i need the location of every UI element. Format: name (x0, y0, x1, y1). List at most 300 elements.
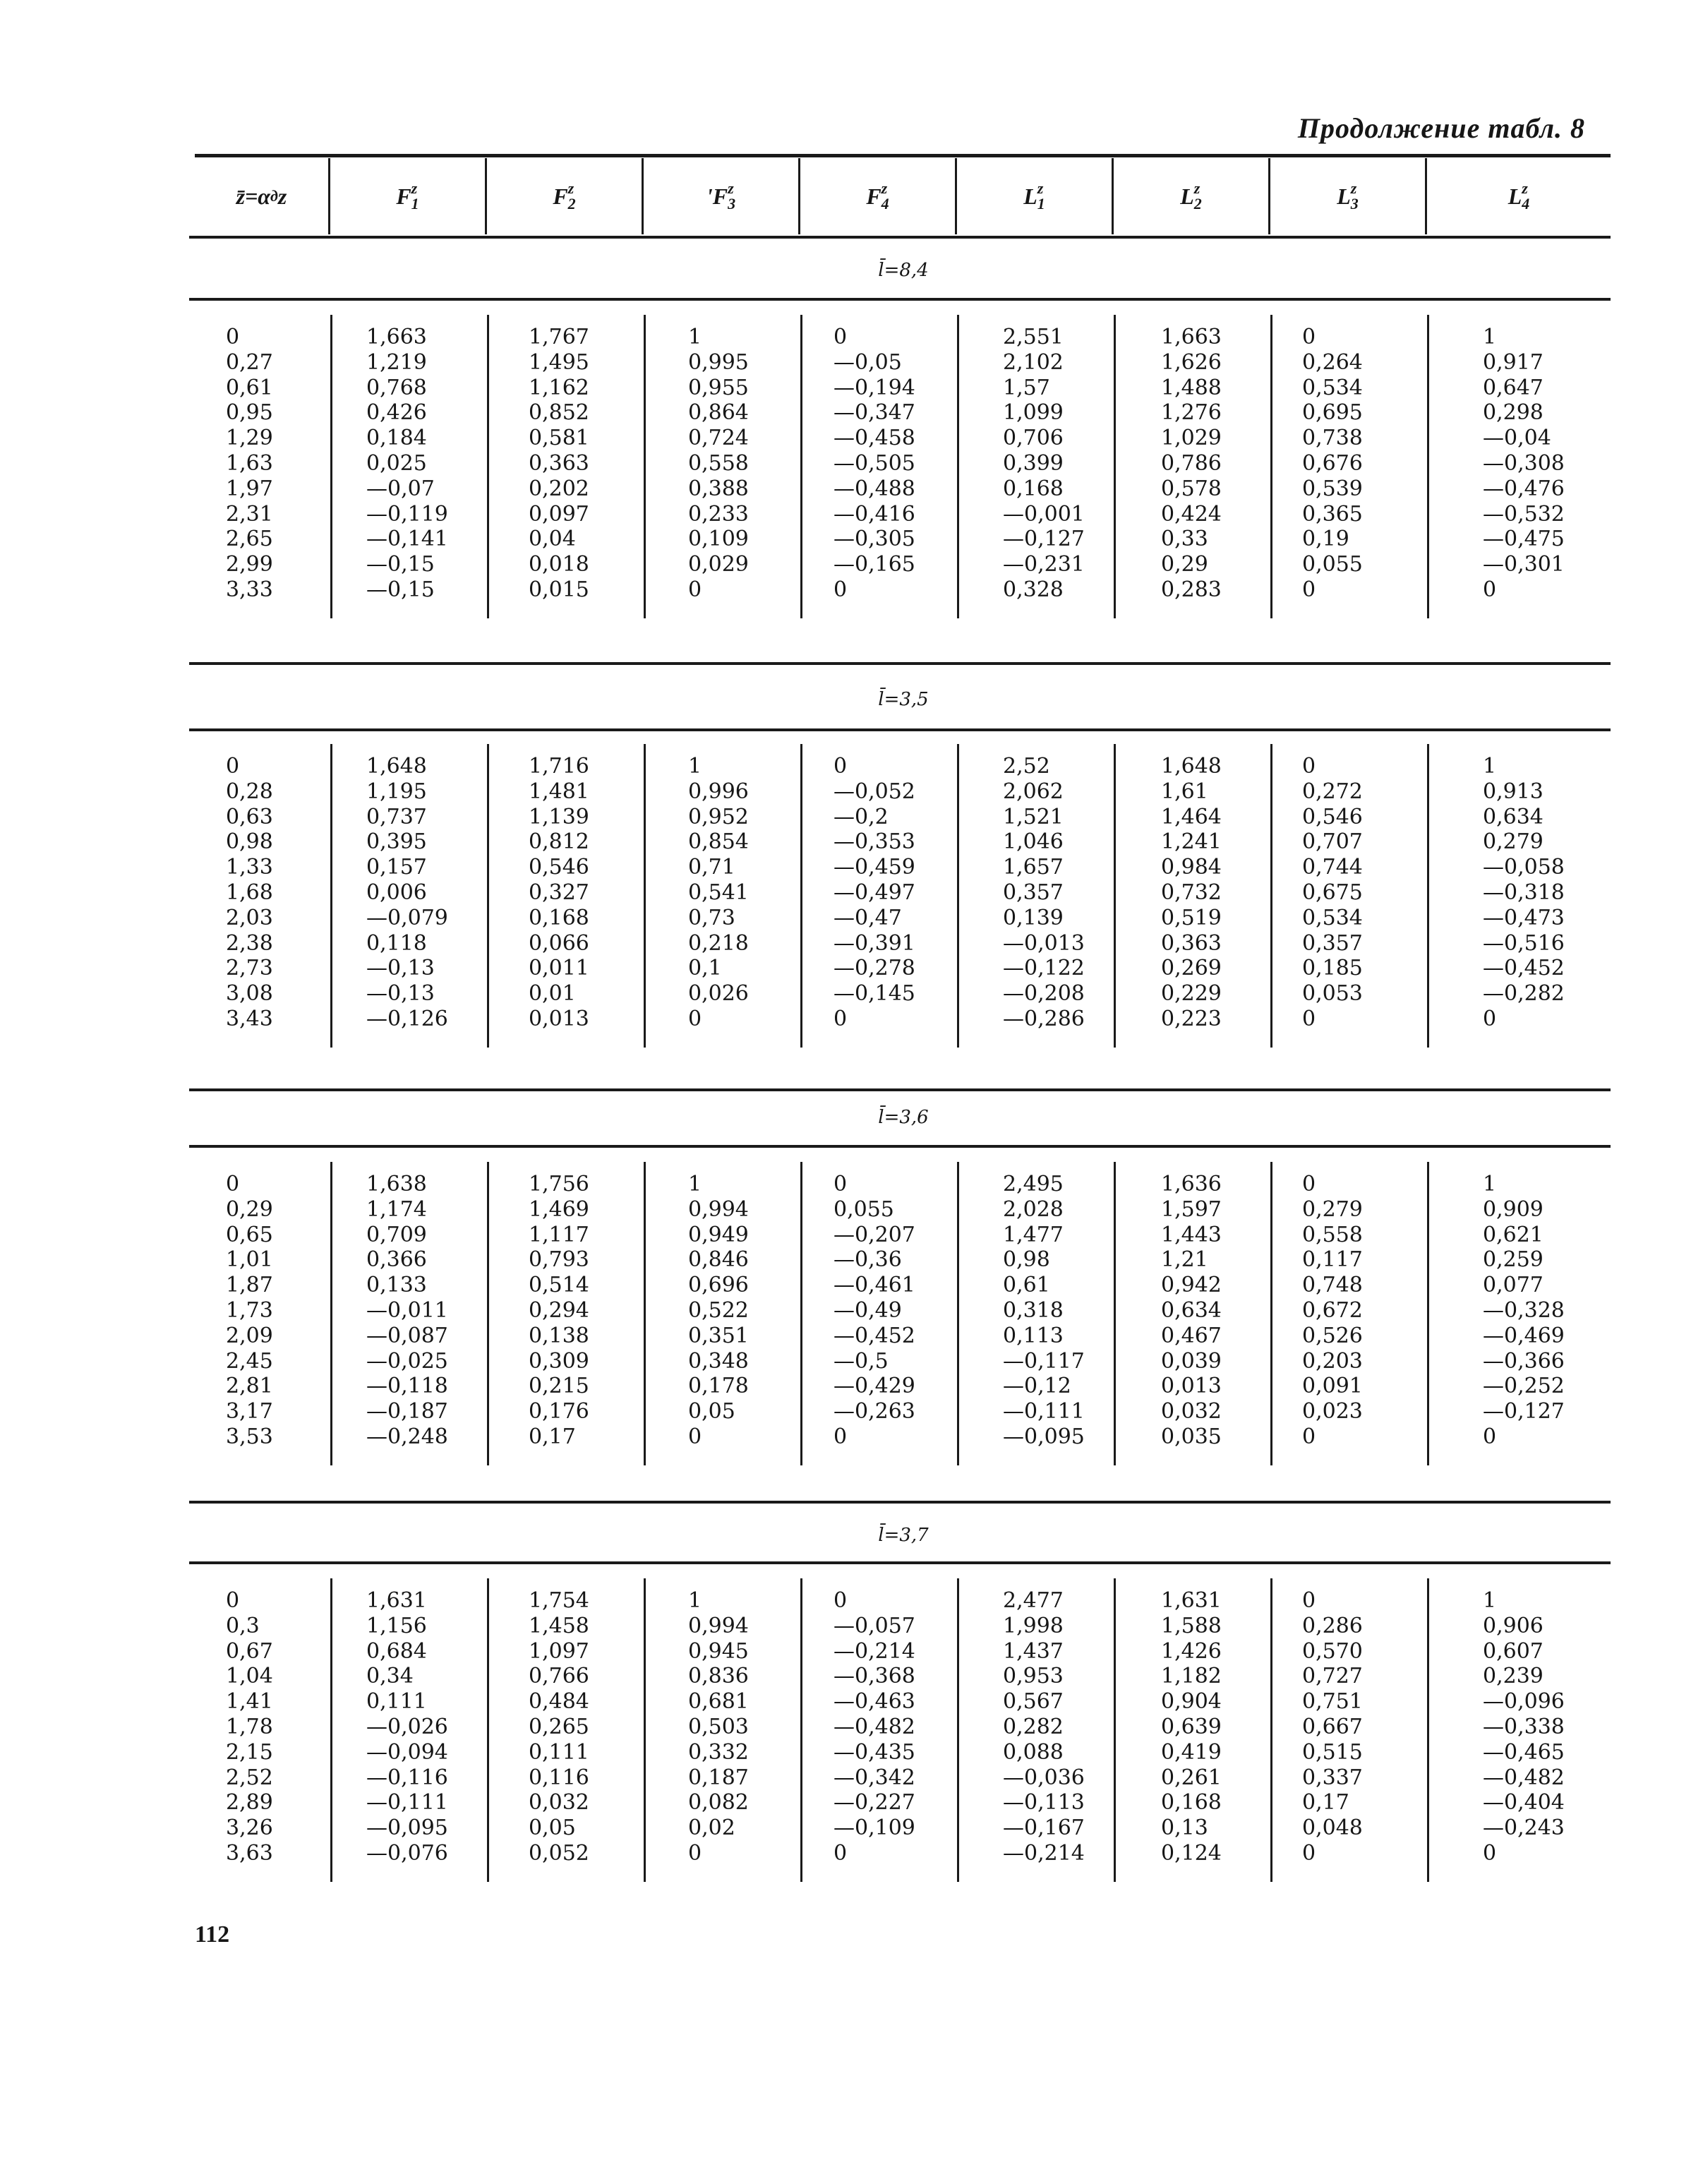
table-cell: 0,994 (688, 1613, 749, 1638)
table-cell: —0,214 (1003, 1840, 1085, 1866)
table-cell: —0,391 (834, 930, 915, 956)
table-cell: 0,707 (1302, 829, 1363, 855)
table-cell: —0,429 (834, 1374, 915, 1399)
table-cell: —0,286 (1003, 1006, 1085, 1031)
table-cell: 1,426 (1161, 1638, 1222, 1664)
table-cell: 2,99 (226, 552, 273, 577)
table-cell: 1 (688, 754, 702, 779)
table-cell: 1,521 (1003, 804, 1064, 829)
column-f3 (644, 1578, 800, 1882)
table-cell: 0,363 (1161, 930, 1222, 956)
table-cell: 0,17 (1302, 1790, 1349, 1816)
column-l1 (957, 1578, 1114, 1882)
column-f4 (800, 1578, 957, 1882)
table-cell: 1,162 (529, 375, 589, 400)
table-cell: —0,463 (834, 1689, 915, 1715)
table-cell: 1,182 (1161, 1664, 1222, 1689)
table-cell: 0,33 (1161, 527, 1208, 552)
table-cell: 0,328 (1003, 577, 1064, 602)
table-cell: 0,239 (1483, 1664, 1543, 1689)
table-cell: —0,252 (1483, 1374, 1565, 1399)
table-cell: 0,634 (1161, 1297, 1222, 1323)
table-cell: —0,473 (1483, 905, 1565, 930)
table-cell: 0,259 (1483, 1247, 1543, 1273)
table-cell: 0,786 (1161, 450, 1222, 476)
table-cell: 0 (688, 1840, 702, 1866)
table-cell: 0,541 (688, 880, 749, 905)
table-cell: 0,215 (529, 1374, 589, 1399)
table-cell: 0,026 (688, 981, 749, 1007)
table-cell: 0,13 (1161, 1816, 1208, 1841)
table-cell: 3,17 (226, 1399, 273, 1424)
table-cell: 0,19 (1302, 527, 1349, 552)
table-cell: —0,2 (834, 804, 889, 829)
table-cell: 0,955 (688, 375, 749, 400)
table-cell: 2,09 (226, 1323, 273, 1348)
table-cell: 0,738 (1302, 426, 1363, 451)
column-l2 (1114, 315, 1270, 618)
table-cell: 0,63 (226, 804, 273, 829)
column-l1 (957, 315, 1114, 618)
table-cell: 0,109 (688, 527, 749, 552)
column-f1 (330, 1578, 487, 1882)
table-cell: 0,351 (688, 1323, 749, 1348)
table-cell: —0,111 (1003, 1399, 1085, 1424)
table-cell: —0,214 (834, 1638, 915, 1664)
table-cell: 0 (834, 325, 848, 349)
table-cell: 0,279 (1302, 1196, 1363, 1222)
table-cell: 0,95 (226, 400, 273, 426)
table-cell: 3,63 (226, 1840, 273, 1866)
table-cell: 0 (688, 1424, 702, 1449)
table-cell: 0,05 (688, 1399, 735, 1424)
table-cell: 1,626 (1161, 349, 1222, 375)
table-cell: 0 (1302, 1588, 1316, 1613)
table-cell: 1,477 (1003, 1222, 1064, 1247)
table-cell: 0 (226, 325, 240, 349)
header-cell-l2: L z 2 (1114, 158, 1270, 234)
section-rule (189, 1501, 1611, 1504)
table-cell: 0,28 (226, 779, 273, 804)
table-cell: —0,141 (366, 527, 448, 552)
table-cell: 0,032 (1161, 1399, 1222, 1424)
table-cell: 2,52 (226, 1765, 273, 1790)
table-cell: 1,631 (366, 1588, 427, 1613)
table-cell: 0,279 (1483, 829, 1543, 855)
table-cell: —0,05 (834, 349, 902, 375)
table-cell: 0,013 (529, 1006, 589, 1031)
table-cell: —0,47 (834, 905, 902, 930)
table-cell: 2,028 (1003, 1196, 1064, 1222)
table-cell: 0,113 (1003, 1323, 1064, 1348)
section-label: l̄=8,4 (878, 260, 929, 281)
page-number: 112 (195, 1921, 230, 1948)
table-cell: 0 (834, 1172, 848, 1196)
header-top-rule (195, 154, 1611, 157)
table-cell: 0,363 (529, 450, 589, 476)
table-cell: 0 (1302, 754, 1316, 779)
table-cell: —0,5 (834, 1348, 889, 1374)
table-cell: —0,087 (366, 1323, 448, 1348)
table-cell: 0,337 (1302, 1765, 1363, 1790)
table-cell: 0 (1483, 1840, 1497, 1866)
table-cell: 0,298 (1483, 400, 1543, 426)
table-cell: —0,118 (366, 1374, 448, 1399)
table-cell: —0,404 (1483, 1790, 1565, 1816)
table-cell: 1,73 (226, 1297, 273, 1323)
table-cell: 0,514 (529, 1273, 589, 1298)
table-cell: —0,13 (366, 981, 435, 1007)
table-cell: 0,732 (1161, 880, 1222, 905)
table-cell: 0 (1302, 1006, 1316, 1031)
table-cell: 0,424 (1161, 501, 1222, 527)
table-cell: —0,482 (834, 1714, 915, 1739)
table-cell: 1,29 (226, 426, 273, 451)
table-cell: —0,497 (834, 880, 915, 905)
table-cell: —0,36 (834, 1247, 902, 1273)
column-f4 (800, 315, 957, 618)
table-cell: 2,81 (226, 1374, 273, 1399)
table-cell: 0,117 (1302, 1247, 1363, 1273)
table-cell: 1,657 (1003, 855, 1064, 880)
table-cell: —0,318 (1483, 880, 1565, 905)
column-f1 (330, 1162, 487, 1465)
table-cell: 1,588 (1161, 1613, 1222, 1638)
column-f2 (487, 315, 644, 618)
table-cell: 0 (1483, 1006, 1497, 1031)
table-cell: —0,15 (366, 577, 435, 602)
table-cell: —0,263 (834, 1399, 915, 1424)
table-cell: 0,995 (688, 349, 749, 375)
section-rule (189, 662, 1611, 665)
table-cell: 2,65 (226, 527, 273, 552)
section-rule (189, 298, 1611, 301)
table-cell: 2,03 (226, 905, 273, 930)
table-cell: 0,34 (366, 1664, 414, 1689)
table-cell: 0,675 (1302, 880, 1363, 905)
column-l2 (1114, 744, 1270, 1048)
table-cell: —0,208 (1003, 981, 1085, 1007)
table-cell: 1,488 (1161, 375, 1222, 400)
table-cell: 1,716 (529, 754, 589, 779)
table-cell: 0 (834, 1424, 848, 1449)
table-cell: 2,15 (226, 1739, 273, 1765)
table-cell: 0,949 (688, 1222, 749, 1247)
table-cell: 0,348 (688, 1348, 749, 1374)
table-cell: 0,184 (366, 426, 427, 451)
table-cell: 0,67 (226, 1638, 273, 1664)
table-cell: 0,519 (1161, 905, 1222, 930)
table-cell: —0,353 (834, 829, 915, 855)
table-cell: 1,33 (226, 855, 273, 880)
table-cell: 1,631 (1161, 1588, 1222, 1613)
table-cell: 0,202 (529, 476, 589, 501)
table-cell: 0,29 (1161, 552, 1208, 577)
table-cell: 0,052 (529, 1840, 589, 1866)
table-cell: 0,724 (688, 426, 749, 451)
header-cell-f3: 'F z 3 (644, 158, 800, 234)
table-cell: 0,906 (1483, 1613, 1543, 1638)
column-f3 (644, 315, 800, 618)
table-cell: 0,727 (1302, 1664, 1363, 1689)
column-l3 (1270, 315, 1427, 618)
table-cell: 0,265 (529, 1714, 589, 1739)
table-cell: 0,111 (366, 1689, 427, 1715)
column-l4 (1427, 744, 1611, 1048)
table-cell: 1,663 (366, 325, 427, 349)
column-f1 (330, 315, 487, 618)
table-cell: 0,534 (1302, 375, 1363, 400)
table-cell: 0 (1302, 577, 1316, 602)
table-cell: 0,558 (688, 450, 749, 476)
table-cell: 0,546 (1302, 804, 1363, 829)
table-cell: 2,102 (1003, 349, 1064, 375)
table-cell: 0,124 (1161, 1840, 1222, 1866)
table-cell: —0,248 (366, 1424, 448, 1449)
table-cell: 0,399 (1003, 450, 1064, 476)
table-cell: —0,342 (834, 1765, 915, 1790)
table-cell: 0 (834, 1006, 848, 1031)
table-cell: 0,053 (1302, 981, 1363, 1007)
table-cell: 0,011 (529, 956, 589, 981)
table-cell: —0,459 (834, 855, 915, 880)
table-cell: —0,227 (834, 1790, 915, 1816)
table-cell: 3,33 (226, 577, 273, 602)
column-z (226, 1162, 330, 1465)
table-cell: 0,996 (688, 779, 749, 804)
table-cell: 0 (834, 1840, 848, 1866)
table-cell: 0,318 (1003, 1297, 1064, 1323)
table-cell: 0,98 (226, 829, 273, 855)
table-cell: 1,139 (529, 804, 589, 829)
table-cell: 0 (834, 577, 848, 602)
table-cell: 0,029 (688, 552, 749, 577)
table-cell: 0,269 (1161, 956, 1222, 981)
table-cell: 3,08 (226, 981, 273, 1007)
table-cell: 0,748 (1302, 1273, 1363, 1298)
table-cell: 0 (688, 577, 702, 602)
table-cell: 0,578 (1161, 476, 1222, 501)
table-cell: —0,15 (366, 552, 435, 577)
table-cell: 0,168 (529, 905, 589, 930)
table-cell: —0,122 (1003, 956, 1085, 981)
table-cell: 3,53 (226, 1424, 273, 1449)
table-cell: 0,178 (688, 1374, 749, 1399)
header-cell-f2: F z 2 (487, 158, 644, 234)
table-cell: 0,994 (688, 1196, 749, 1222)
table-cell: —0,13 (366, 956, 435, 981)
column-f3 (644, 1162, 800, 1465)
table-cell: 0,055 (1302, 552, 1363, 577)
table-cell: 1,495 (529, 349, 589, 375)
table-cell: 0,854 (688, 829, 749, 855)
table-cell: 0,013 (1161, 1374, 1222, 1399)
table-cell: 0,118 (366, 930, 427, 956)
table-cell: 1,04 (226, 1664, 273, 1689)
table-cell: —0,07 (366, 476, 435, 501)
table-cell: —0,011 (366, 1297, 448, 1323)
table-cell: —0,435 (834, 1739, 915, 1765)
table-cell: 0,077 (1483, 1273, 1543, 1298)
column-l4 (1427, 1578, 1611, 1882)
table-cell: 0,567 (1003, 1689, 1064, 1715)
column-f2 (487, 744, 644, 1048)
table-cell: 1,57 (1003, 375, 1050, 400)
table-cell: 1,41 (226, 1689, 273, 1715)
table-cell: 2,38 (226, 930, 273, 956)
table-cell: —0,057 (834, 1613, 915, 1638)
table-cell: 0,621 (1483, 1222, 1543, 1247)
table-cell: —0,052 (834, 779, 915, 804)
table-cell: —0,111 (366, 1790, 448, 1816)
table-cell: 1,61 (1161, 779, 1208, 804)
table-cell: 0,039 (1161, 1348, 1222, 1374)
table-cell: 0,223 (1161, 1006, 1222, 1031)
table-cell: —0,278 (834, 956, 915, 981)
table-cell: 0,294 (529, 1297, 589, 1323)
column-z (226, 744, 330, 1048)
table-cell: 0,366 (366, 1247, 427, 1273)
table-cell: 0,684 (366, 1638, 427, 1664)
table-cell: 0,607 (1483, 1638, 1543, 1664)
table-cell: —0,488 (834, 476, 915, 501)
column-f4 (800, 744, 957, 1048)
table-cell: 1,597 (1161, 1196, 1222, 1222)
section-label: l̄=3,7 (878, 1525, 929, 1546)
table-cell: 0 (1302, 1424, 1316, 1449)
table-cell: 0,138 (529, 1323, 589, 1348)
table-cell: 1,648 (1161, 754, 1222, 779)
table-cell: 0,768 (366, 375, 427, 400)
column-l3 (1270, 1578, 1427, 1882)
header-cell-f1: F z 1 (330, 158, 487, 234)
table-cell: 0,176 (529, 1399, 589, 1424)
table-cell: 1,756 (529, 1172, 589, 1196)
table-cell: 1,01 (226, 1247, 273, 1273)
table-cell: —0,475 (1483, 527, 1565, 552)
table-cell: —0,476 (1483, 476, 1565, 501)
table-cell: 0,917 (1483, 349, 1543, 375)
table-cell: —0,001 (1003, 501, 1085, 527)
column-l2 (1114, 1162, 1270, 1465)
header-cell-z: z̄=α д z (195, 158, 330, 234)
table-cell: 0,984 (1161, 855, 1222, 880)
table-cell: 3,26 (226, 1816, 273, 1841)
column-l1 (957, 744, 1114, 1048)
table-cell: 2,89 (226, 1790, 273, 1816)
table-cell: 0,913 (1483, 779, 1543, 804)
table-cell: 1,87 (226, 1273, 273, 1298)
table-cell: 0,744 (1302, 855, 1363, 880)
table-cell: —0,465 (1483, 1739, 1565, 1765)
table-cell: —0,145 (834, 981, 915, 1007)
table-cell: —0,194 (834, 375, 915, 400)
table-cell: 0,793 (529, 1247, 589, 1273)
table-cell: 0,539 (1302, 476, 1363, 501)
table-cell: —0,04 (1483, 426, 1551, 451)
table-cell: —0,469 (1483, 1323, 1565, 1348)
column-z (226, 1578, 330, 1882)
table-cell: 1,97 (226, 476, 273, 501)
table-cell: 0,264 (1302, 349, 1363, 375)
table-cell: —0,058 (1483, 855, 1565, 880)
table-cell: 0,286 (1302, 1613, 1363, 1638)
table-cell: 0,088 (1003, 1739, 1064, 1765)
table-cell: 0,018 (529, 552, 589, 577)
table-cell: —0,532 (1483, 501, 1565, 527)
table-cell: 2,45 (226, 1348, 273, 1374)
header-cell-f4: F z 4 (800, 158, 957, 234)
table-cell: 0 (226, 1172, 240, 1196)
table-cell: —0,347 (834, 400, 915, 426)
table-cell: —0,109 (834, 1816, 915, 1841)
table-cell: 1,767 (529, 325, 589, 349)
table-cell: —0,113 (1003, 1790, 1085, 1816)
table-cell: 0,706 (1003, 426, 1064, 451)
table-cell: 1,437 (1003, 1638, 1064, 1664)
table-cell: 0,484 (529, 1689, 589, 1715)
table-cell: —0,452 (834, 1323, 915, 1348)
table-cell: 2,551 (1003, 325, 1064, 349)
header-cell-l1: L z 1 (957, 158, 1114, 234)
table-cell: 0 (226, 754, 240, 779)
table-cell: 0 (1483, 577, 1497, 602)
table-cell: 0,558 (1302, 1222, 1363, 1247)
table-cell: 0,647 (1483, 375, 1543, 400)
table-cell: 0,29 (226, 1196, 273, 1222)
table-cell: 1,195 (366, 779, 427, 804)
table-cell: 0 (834, 1588, 848, 1613)
table-cell: 1,636 (1161, 1172, 1222, 1196)
table-cell: 0,032 (529, 1790, 589, 1816)
table-cell: 3,43 (226, 1006, 273, 1031)
table-cell: 1,029 (1161, 426, 1222, 451)
table-cell: 0,327 (529, 880, 589, 905)
table-cell: 0,332 (688, 1739, 749, 1765)
table-cell: 0,082 (688, 1790, 749, 1816)
table-cell: 0,283 (1161, 577, 1222, 602)
table-cell: 1,156 (366, 1613, 427, 1638)
table-cell: —0,119 (366, 501, 448, 527)
column-f1 (330, 744, 487, 1048)
table-cell: 1 (688, 1588, 702, 1613)
table-cell: 0,953 (1003, 1664, 1064, 1689)
table-cell: —0,482 (1483, 1765, 1565, 1790)
table-cell: 0,365 (1302, 501, 1363, 527)
table-cell: —0,516 (1483, 930, 1565, 956)
table-cell: 1,754 (529, 1588, 589, 1613)
table-cell: 0,015 (529, 577, 589, 602)
table-cell: 0,709 (366, 1222, 427, 1247)
table-cell: 0,006 (366, 880, 427, 905)
table-cell: 2,52 (1003, 754, 1050, 779)
table-cell: 0,066 (529, 930, 589, 956)
table-cell: —0,12 (1003, 1374, 1071, 1399)
table-cell: 0,3 (226, 1613, 260, 1638)
table-cell: 0,357 (1302, 930, 1363, 956)
table-cell: 0,61 (1003, 1273, 1050, 1298)
table-cell: 0,035 (1161, 1424, 1222, 1449)
table-cell: 0,111 (529, 1739, 589, 1765)
table-cell: —0,095 (366, 1816, 448, 1841)
table-cell: —0,117 (1003, 1348, 1085, 1374)
table-cell: 0,942 (1161, 1273, 1222, 1298)
table-cell: 0,023 (1302, 1399, 1363, 1424)
table-cell: 0,846 (688, 1247, 749, 1273)
table-cell: 1,099 (1003, 400, 1064, 426)
table-cell: 0,097 (529, 501, 589, 527)
table-cell: —0,036 (1003, 1765, 1085, 1790)
